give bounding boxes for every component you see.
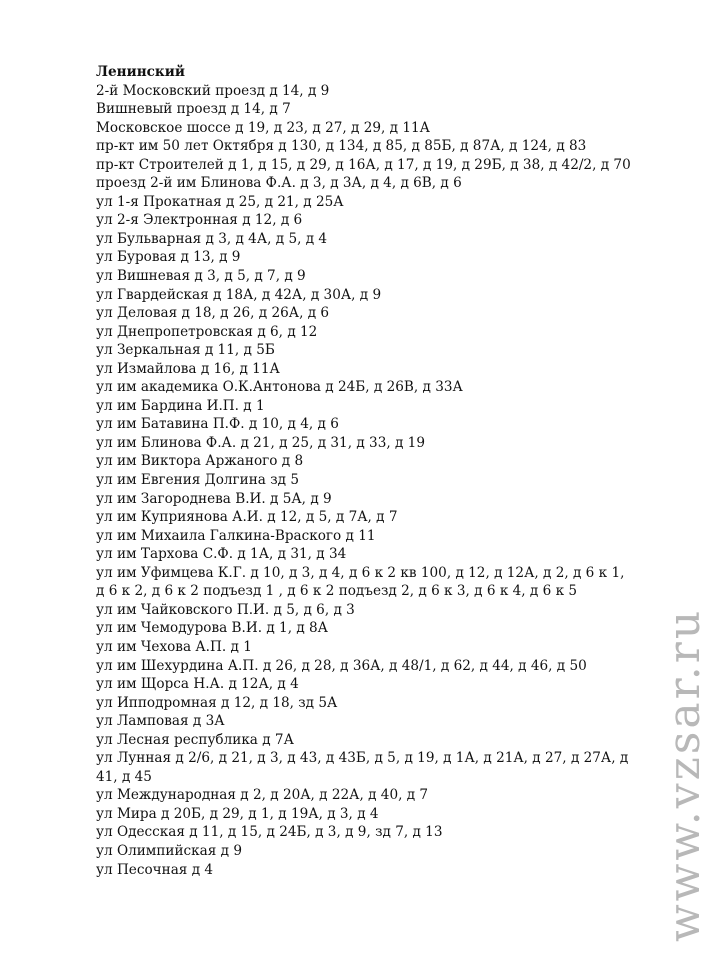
- watermark-text: www.vzsar.ru: [659, 607, 710, 942]
- address-line: ул Гвардейская д 18А, д 42А, д 30А, д 9: [96, 286, 382, 303]
- address-line: ул 2-я Электронная д 12, д 6: [96, 212, 303, 229]
- address-line: проезд 2-й им Блинова Ф.А. д 3, д 3А, д 4, д 6В, д 6: [96, 175, 462, 192]
- address-line: Московское шоссе д 19, д 23, д 27, д 29, д 11А: [96, 119, 430, 136]
- address-line: ул им Бардина И.П. д 1: [96, 397, 265, 414]
- address-line: ул Мира д 20Б, д 29, д 1, д 19А, д 3, д 4: [96, 805, 379, 822]
- address-line: ул им Виктора Аржаного д 8: [96, 453, 304, 470]
- address-line: ул им Куприянова А.И. д 12, д 5, д 7А, д 7: [96, 509, 398, 526]
- address-line: ул Песочная д 4: [96, 861, 214, 878]
- address-line: ул Одесская д 11, д 15, д 24Б, д 3, д 9, зд 7, д 13: [96, 824, 443, 841]
- address-line: ул Лунная д 2/6, д 21, д 3, д 43, д 43Б, д 5, д 19, д 1А, д 21А, д 27, д 27А, д 41, д 45: [96, 750, 629, 785]
- district-heading: Ленинский: [96, 64, 185, 80]
- address-line: ул Зеркальная д 11, д 5Б: [96, 342, 275, 359]
- address-line: ул им Шехурдина А.П. д 26, д 28, д 36А, д 48/1, д 62, д 44, д 46, д 50: [96, 657, 587, 674]
- address-line: ул Бульварная д 3, д 4А, д 5, д 4: [96, 230, 328, 247]
- address-line: ул им Чехова А.П. д 1: [96, 638, 252, 655]
- address-line: ул им Батавина П.Ф. д 10, д 4, д 6: [96, 416, 339, 433]
- address-line: ул Измайлова д 16, д 11А: [96, 360, 280, 377]
- address-line: ул Днепропетровская д 6, д 12: [96, 323, 318, 340]
- address-line: 2-й Московский проезд д 14, д 9: [96, 82, 330, 99]
- address-line: ул Олимпийская д 9: [96, 842, 243, 859]
- address-line: ул Вишневая д 3, д 5, д 7, д 9: [96, 268, 306, 285]
- address-line: ул им академика О.К.Антонова д 24Б, д 26В, д 33А: [96, 379, 463, 396]
- address-line: Вишневый проезд д 14, д 7: [96, 101, 291, 118]
- address-line: ул Буровая д 13, д 9: [96, 249, 241, 266]
- address-line: ул им Загороднева В.И. д 5А, д 9: [96, 490, 332, 507]
- address-line: ул им Щорса Н.А. д 12А, д 4: [96, 676, 299, 693]
- address-line: ул им Тархова С.Ф. д 1А, д 31, д 34: [96, 546, 347, 563]
- address-line: пр-кт Строителей д 1, д 15, д 29, д 16А, д 17, д 19, д 29Б, д 38, д 42/2, д 70: [96, 156, 631, 173]
- address-line: ул Международная д 2, д 20А, д 22А, д 40, д 7: [96, 787, 429, 804]
- address-line: пр-кт им 50 лет Октября д 130, д 134, д 85, д 85Б, д 87А, д 124, д 83: [96, 138, 587, 155]
- address-line: ул Лесная республика д 7А: [96, 731, 294, 748]
- address-line: ул Ламповая д 3А: [96, 713, 225, 730]
- watermark: [619, 607, 710, 942]
- address-line: ул Ипподромная д 12, д 18, зд 5А: [96, 694, 338, 711]
- address-line: ул Деловая д 18, д 26, д 26А, д 6: [96, 305, 330, 322]
- address-line: ул им Чемодурова В.И. д 1, д 8А: [96, 620, 328, 637]
- address-line: ул им Евгения Долгина зд 5: [96, 472, 299, 489]
- address-list: [96, 82, 636, 880]
- address-line: ул им Уфимцева К.Г. д 10, д 3, д 4, д 6 к 2 кв 100, д 12, д 12А, д 2, д 6 к 1, д 6 к 2, д 6 к 2 подъезд 1 , д 6 к 2 подъезд 2, д 6 к 3, д 6 к 4, д 6 к 5: [96, 564, 625, 600]
- address-line: ул им Блинова Ф.А. д 21, д 25, д 31, д 33, д 19: [96, 434, 425, 451]
- document-body: [96, 63, 636, 879]
- address-line: ул 1-я Прокатная д 25, д 21, д 25А: [96, 193, 344, 210]
- address-line: ул им Михаила Галкина-Враского д 11: [96, 527, 376, 544]
- address-line: ул им Чайковского П.И. д 5, д 6, д 3: [96, 601, 355, 618]
